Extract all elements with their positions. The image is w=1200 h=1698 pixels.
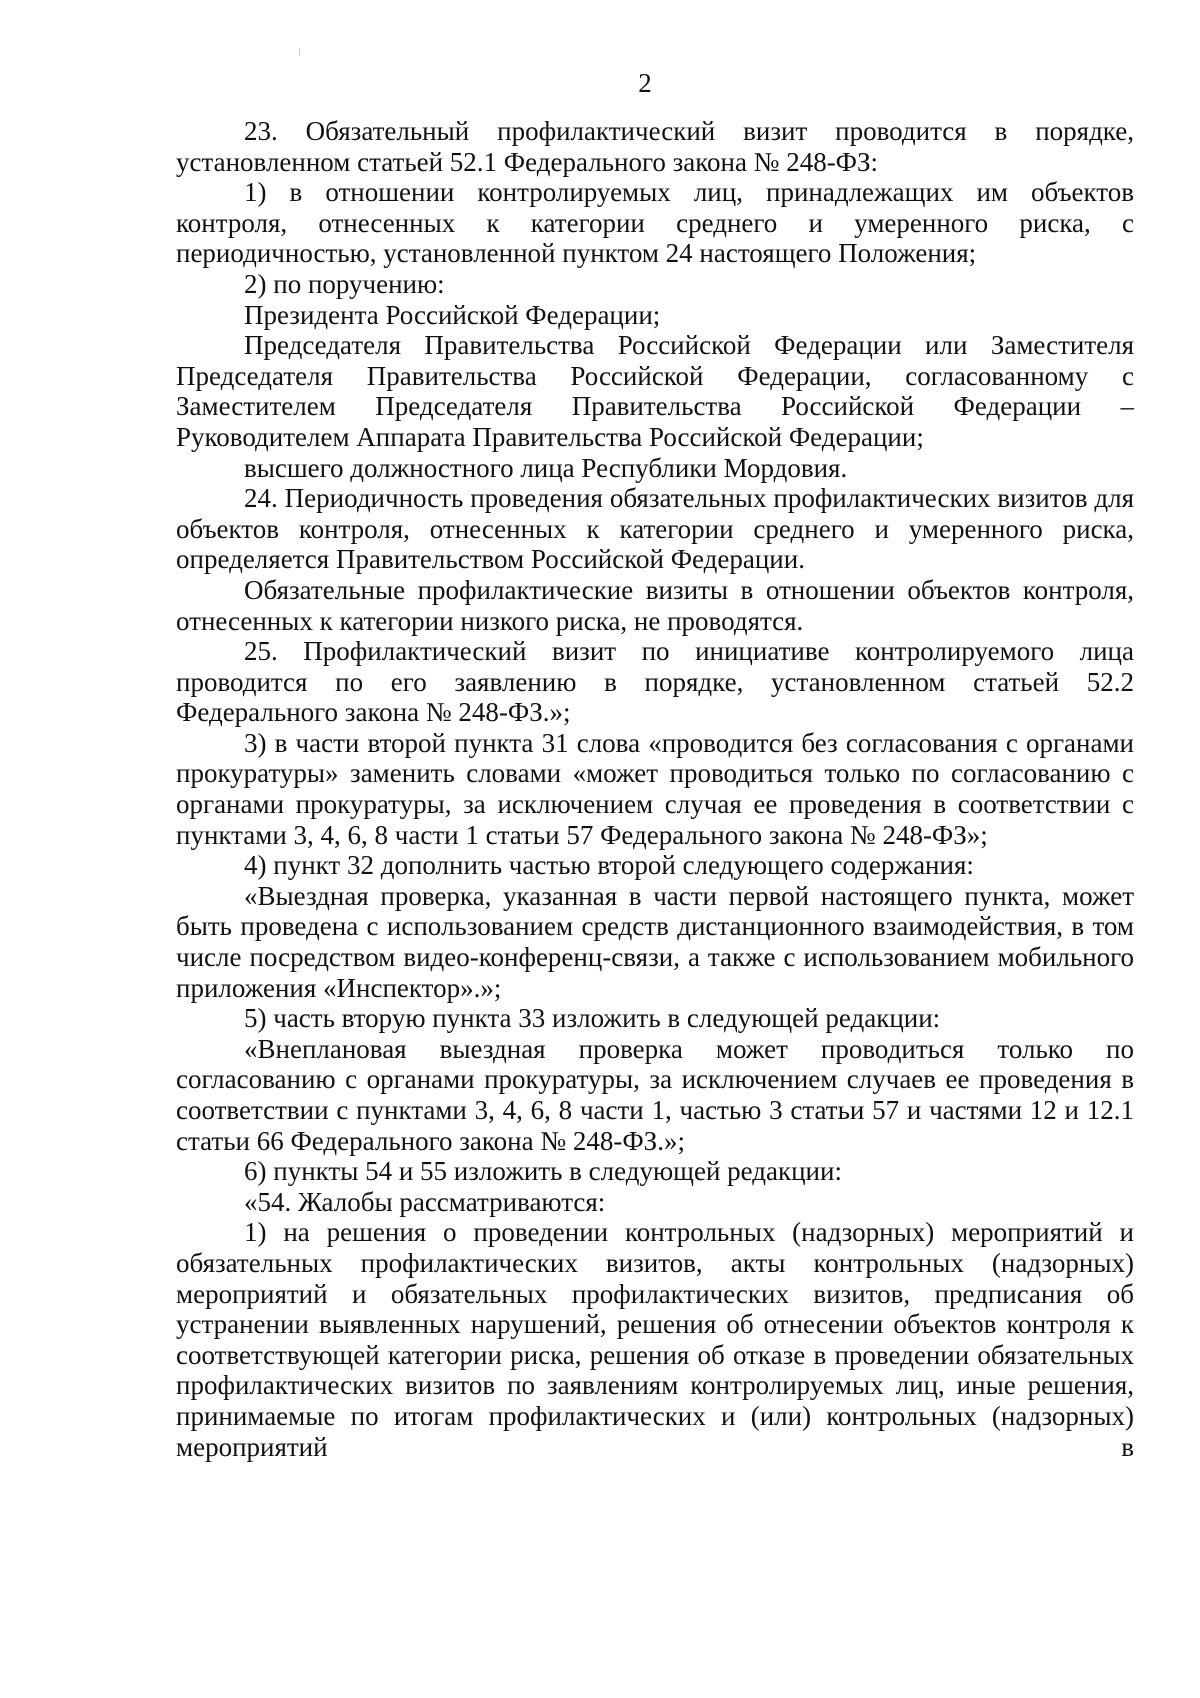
- paragraph-item-54: «54. Жалобы рассматриваются:: [244, 1186, 606, 1217]
- paragraph-amendment-6: 6) пункты 54 и 55 изложить в следующей редакции:: [244, 1156, 842, 1187]
- paragraph-item-24: 24. Периодичность проведения обязательных профилактических визитов для объектов контроля, отнесенных к категории среднего и умеренного риска, определяется Правительством Российской Федерации.: [176, 483, 1134, 575]
- page-number: 2: [638, 68, 652, 98]
- paragraph-subitem-1: 1) в отношении контролируемых лиц, принадлежащих им объектов контроля, отнесенных к категории среднего и умеренного риска, с периодичностью, установленной пунктом 24 настоящего Положения;: [176, 177, 1134, 269]
- paragraph-president: Президента Российской Федерации;: [244, 299, 661, 330]
- paragraph-item-25: 25. Профилактический визит по инициативе контролируемого лица проводится по его заявлению в порядке, установленном статьей 52.2 Федерального закона № 248-ФЗ.»;: [176, 636, 1134, 728]
- paragraph-amendment-5: 5) часть вторую пункта 33 изложить в следующей редакции:: [244, 1003, 941, 1034]
- paragraph-amendment-3: 3) в части второй пункта 31 слова «проводится без согласования с органами прокуратуры» заменить словами «может проводиться только по согласованию с органами прокуратуры, за исключением случая ее проведения в соответствии с пунктами 3, 4, 6, 8 части 1 статьи 57 Федерального закона № 248-ФЗ»;: [176, 727, 1134, 850]
- paragraph-government-chair: Председателя Правительства Российской Федерации или Заместителя Председателя Правительства Российской Федерации, согласованному с Заместителем Председателя Правительства Российской Федерации – Руководителем Аппарата Правительства Российской Федерации;: [176, 330, 1134, 452]
- paragraph-quote-unscheduled-inspection: «Внеплановая выездная проверка может проводиться только по согласованию с органами прокуратуры, за исключением случаев ее проведения в соответствии с пунктами 3, 4, 6, 8 части 1, частью 3 статьи 57 и частями 12 и 12.1 статьи 66 Федерального закона № 248-ФЗ.»;: [176, 1033, 1134, 1156]
- document-body: [176, 116, 1134, 1462]
- paragraph-low-risk: Обязательные профилактические визиты в отношении объектов контроля, отнесенных к категории низкого риска, не проводятся.: [176, 574, 1134, 636]
- paragraph-head-of-republic: высшего должностного лица Республики Мордовия.: [244, 452, 848, 483]
- scan-artifact: [299, 48, 300, 56]
- paragraph-amendment-4: 4) пункт 32 дополнить частью второй следующего содержания:: [244, 850, 974, 881]
- paragraph-item-54-subitem-1: 1) на решения о проведении контрольных (надзорных) мероприятий и обязательных профилактических визитов, акты контрольных (надзорных) мероприятий и обязательных профилактических визитов, предписания об устранении выявленных нарушений, решения об отнесении объектов контроля к соответствующей категории риска, решения об отказе в проведении обязательных профилактических визитов по заявлениям контролируемых лиц, иные решения, принимаемые по итогам профилактических и (или) контрольных (надзорных) мероприятий в: [176, 1217, 1134, 1462]
- paragraph-quote-field-inspection: «Выездная проверка, указанная в части первой настоящего пункта, может быть проведена с использованием средств дистанционного взаимодействия, в том числе посредством видео-конференц-связи, а также с использованием мобильного приложения «Инспектор».»;: [176, 880, 1134, 1003]
- paragraph-item-23: 23. Обязательный профилактический визит проводится в порядке, установленном статьей 52.1 Федерального закона № 248-ФЗ:: [176, 116, 1134, 177]
- paragraph-subitem-2: 2) по поручению:: [244, 268, 445, 299]
